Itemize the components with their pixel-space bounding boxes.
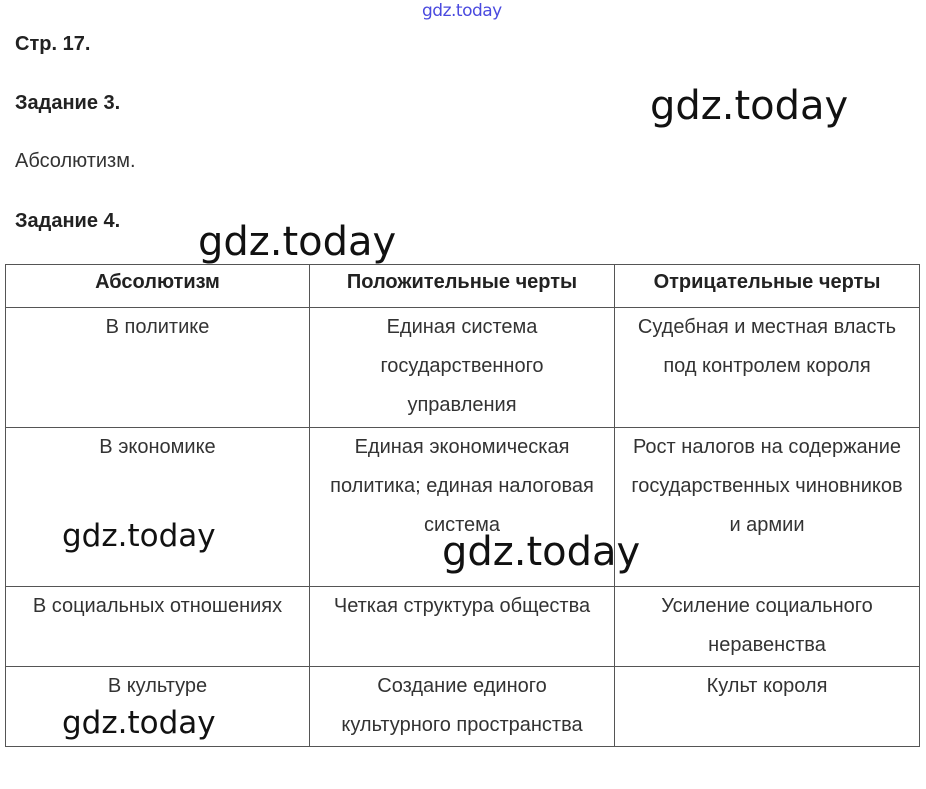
row-negative: Рост налогов на содержание государственных чиновников и армии	[615, 428, 920, 587]
watermark-1: gdz.today	[650, 83, 849, 129]
task-3-answer: Абсолютизм.	[15, 150, 136, 172]
row-sphere: В экономике	[6, 428, 310, 587]
row-sphere: В политике	[6, 308, 310, 428]
header-absolutism: Абсолютизм	[6, 265, 310, 308]
table-row	[6, 587, 920, 667]
header-negative: Отрицательные черты	[615, 265, 920, 308]
row-negative: Усиление социального неравенства	[615, 587, 920, 667]
watermark-2: gdz.today	[198, 219, 397, 265]
row-positive: Создание единого культурного пространства	[310, 667, 615, 747]
row-sphere: В культуре	[6, 667, 310, 747]
row-positive: Единая экономическая политика; единая налоговая система	[310, 428, 615, 587]
row-sphere: В социальных отношениях	[6, 587, 310, 667]
task-3-title: Задание 3.	[15, 92, 121, 114]
watermark-4: gdz.today	[442, 529, 641, 575]
page-number: Стр. 17.	[15, 33, 91, 55]
table-header-row	[6, 265, 920, 308]
watermark-3: gdz.today	[62, 518, 216, 554]
header-positive: Положительные черты	[310, 265, 615, 308]
absolutism-table	[5, 264, 920, 747]
watermark-5: gdz.today	[62, 705, 216, 741]
watermark-top: gdz.today	[422, 1, 502, 21]
table-row	[6, 308, 920, 428]
task-4-title: Задание 4.	[15, 210, 121, 232]
row-positive: Четкая структура общества	[310, 587, 615, 667]
row-negative: Судебная и местная власть под контролем короля	[615, 308, 920, 428]
row-positive: Единая система государственного управления	[310, 308, 615, 428]
row-negative: Культ короля	[615, 667, 920, 747]
